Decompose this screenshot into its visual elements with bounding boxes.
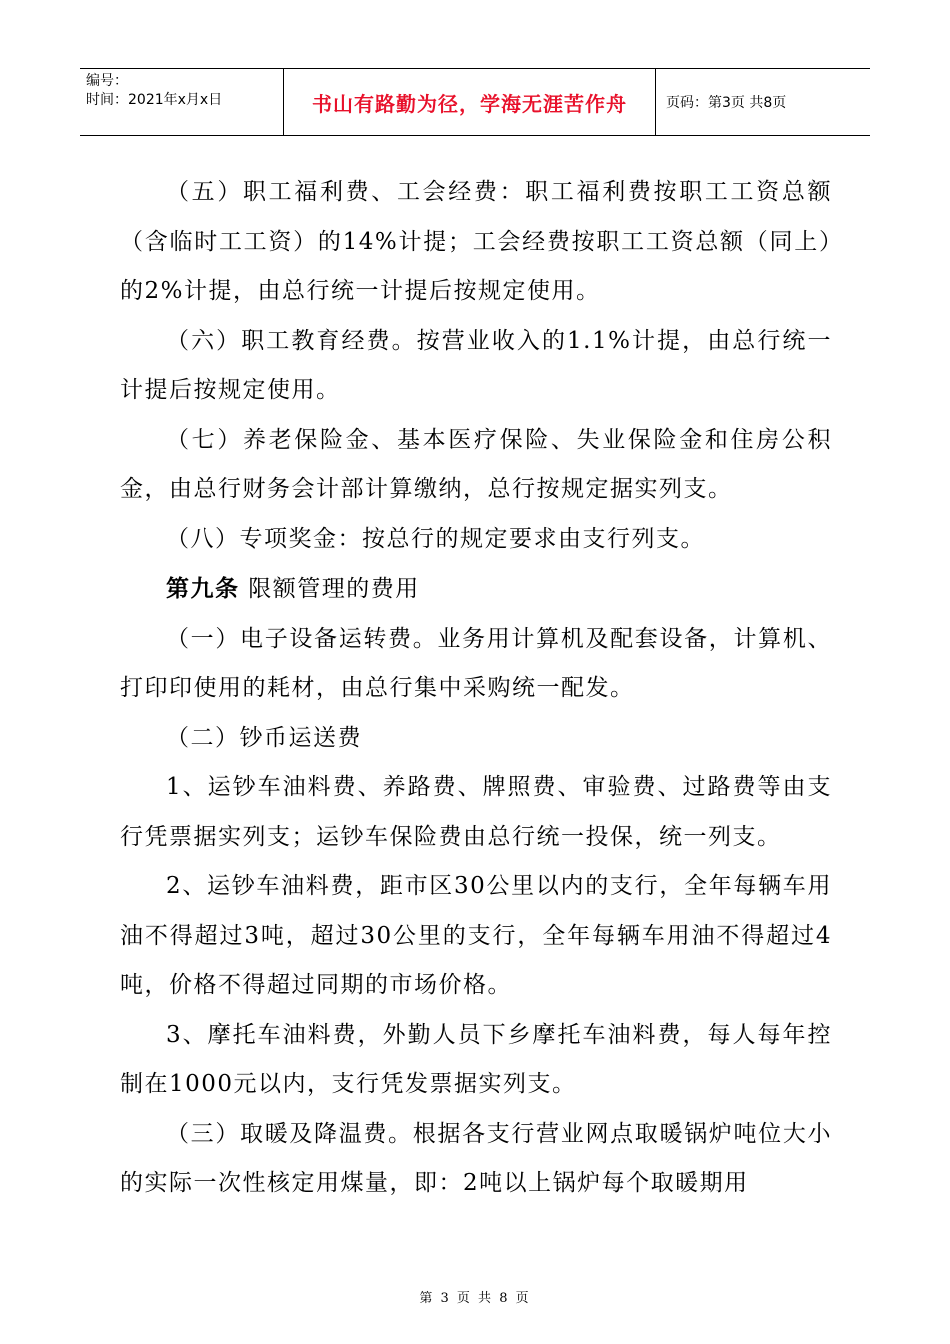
document-date: 时间：2021年x月x日: [86, 92, 223, 108]
header-meta: [80, 69, 284, 135]
paragraph: 2、运钞车油料费，距市区30公里以内的支行，全年每辆车用油不得超过3吨，超过30公里的支行，全年每辆车用油不得超过4吨，价格不得超过同期的市场价格。: [120, 873, 832, 998]
article-heading: [120, 564, 832, 615]
article-title: 限额管理的费用: [239, 576, 420, 602]
header-page-number: 页码：第3页 共8页: [666, 95, 787, 111]
paragraph: （五）职工福利费、工会经费：职工福利费按职工工资总额（含临时工工资）的14%计提；工会经费按职工工资总额（同上）的2%计提，由总行统一计提后按规定使用。: [120, 179, 832, 304]
page-footer: 第 3 页 共 8 页: [419, 1291, 531, 1306]
document-body: [120, 168, 832, 1209]
paragraph: 3、摩托车油料费，外勤人员下乡摩托车油料费，每人每年控制在1000元以内，支行凭发票据实列支。: [120, 1021, 832, 1097]
paragraph: （一）电子设备运转费。业务用计算机及配套设备，计算机、打印印使用的耗材，由总行集中采购统一配发。: [120, 625, 832, 701]
paragraph: （二）钞币运送费: [166, 724, 362, 751]
header-motto: 书山有路勤为径，学海无涯苦作舟: [284, 69, 656, 135]
paragraph: （六）职工教育经费。按营业收入的1.1%计提，由总行统一计提后按规定使用。: [120, 327, 832, 403]
article-number: 第九条: [166, 575, 240, 602]
paragraph: （八）专项奖金：按总行的规定要求由支行列支。: [166, 525, 705, 552]
paragraph: （七）养老保险金、基本医疗保险、失业保险金和住房公积金，由总行财务会计部计算缴纳，总行按规定据实列支。: [120, 426, 832, 502]
paragraph: 1、运钞车油料费、养路费、牌照费、审验费、过路费等由支行凭票据实列支；运钞车保险费由总行统一投保，统一列支。: [120, 774, 832, 850]
document-number-label: 编号：: [86, 73, 128, 89]
paragraph: （三）取暖及降温费。根据各支行营业网点取暖锅炉吨位大小的实际一次性核定用煤量，即：2吨以上锅炉每个取暖期用: [120, 1120, 832, 1196]
page-header: [80, 68, 870, 136]
